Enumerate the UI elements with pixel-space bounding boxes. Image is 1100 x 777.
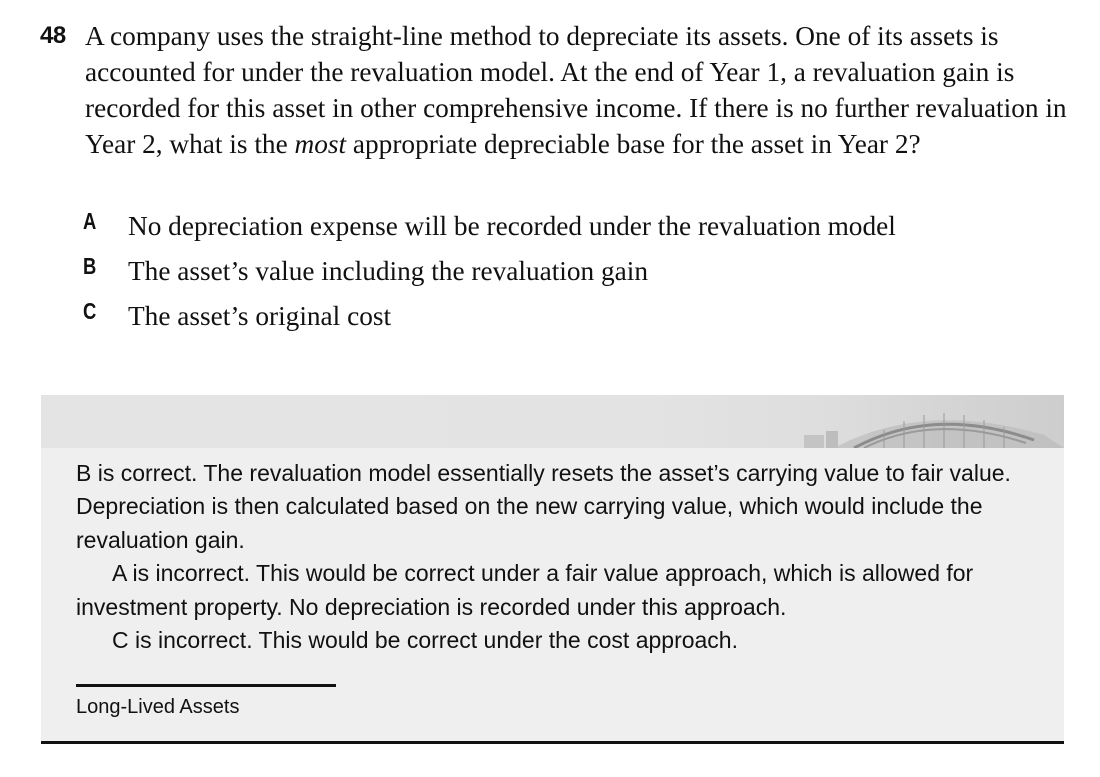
bridge-decoration-image [764, 395, 1064, 448]
solution-paragraph-c: C is incorrect. This would be correct under the cost approach. [112, 627, 738, 654]
solution-paragraph-a: A is incorrect. This would be correct under a fair value approach, which is allowed for investment property. No depreciation is recorded under this approach. [76, 560, 974, 620]
topic-label: Long-Lived Assets [76, 696, 240, 718]
solution-header-banner [41, 395, 1064, 448]
option-letter: A [83, 208, 97, 234]
solution-text [76, 457, 1036, 657]
bottom-divider [41, 741, 1064, 744]
option-c [83, 296, 1063, 341]
question-text-part-1: A company uses the straight-line method to depreciate its assets. One of its assets is accounted for under the revaluation model. At the end of Year 1, a revaluation gain is recorded for this asset in other comprehensive income. If there is no further revaluation in Year 2, what is the [85, 21, 1067, 159]
footer-divider [76, 684, 336, 687]
option-letter: C [83, 298, 97, 324]
question-text-part-2: appropriate depreciable base for the asset in Year 2? [346, 129, 921, 159]
option-text: No depreciation expense will be recorded under the revaluation model [128, 211, 896, 241]
option-a [83, 206, 1063, 251]
option-text: The asset’s value including the revaluation gain [128, 256, 649, 286]
answer-options [83, 206, 1063, 341]
question-text [85, 18, 1075, 162]
option-letter: B [83, 253, 97, 279]
solution-paragraph-correct: B is correct. The revaluation model essentially resets the asset’s carrying value to fair value. Depreciation is then calculated based on the new carrying value, which would include the revaluation gain. [76, 460, 1011, 553]
option-b [83, 251, 1063, 296]
question-emphasis: most [294, 129, 347, 159]
option-text: The asset’s original cost [128, 301, 392, 331]
solution-box [41, 395, 1064, 742]
question-number: 48 [40, 22, 66, 49]
